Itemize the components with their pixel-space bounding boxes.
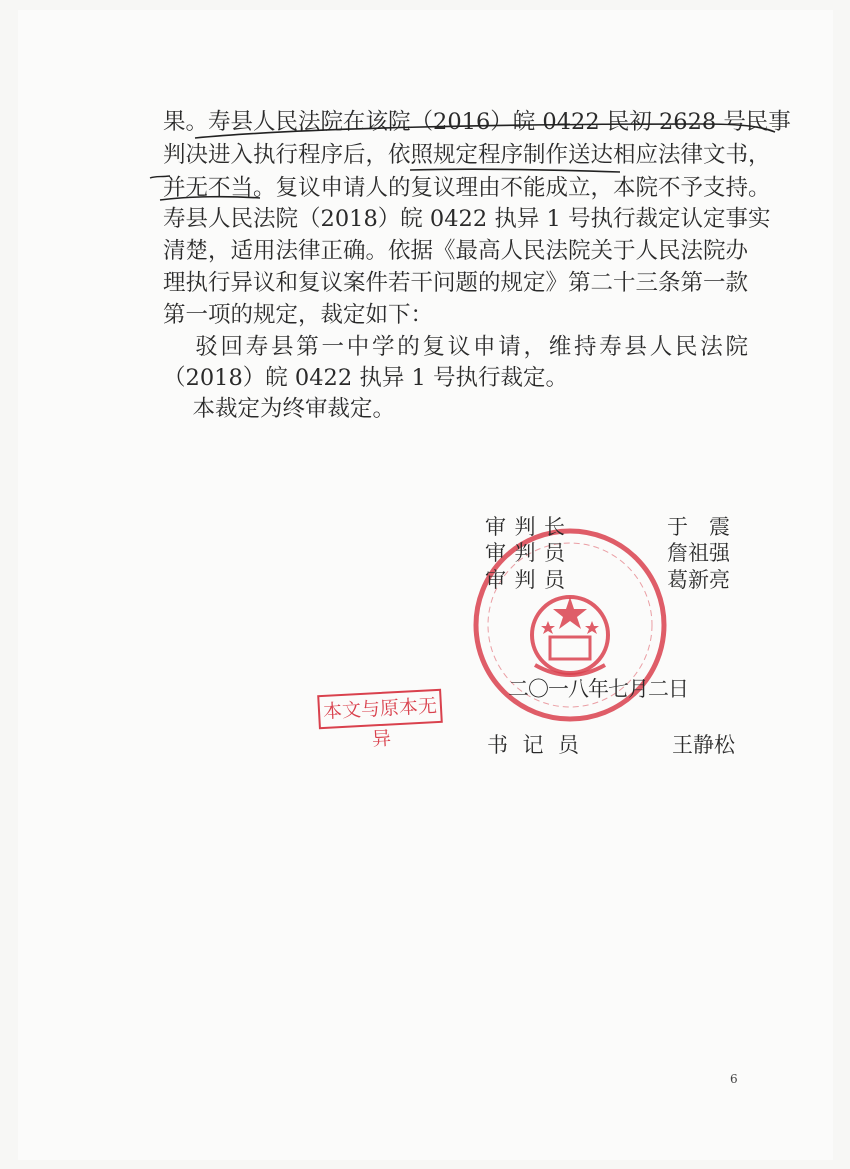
body-line: 判决进入执行程序后，依照规定程序制作送达相应法律文书，	[163, 142, 771, 168]
body-line: （2018）皖 0422 执异 1 号执行裁定。	[163, 365, 568, 391]
signature-name: 葛新亮	[667, 568, 730, 592]
page-number: 6	[730, 1072, 738, 1086]
signature-role: 审判员	[485, 568, 565, 592]
body-line: 驳回寿县第一中学的复议申请，维持寿县人民法院	[170, 334, 748, 360]
signature-name: 于 震	[667, 515, 730, 539]
signature-name: 詹祖强	[667, 541, 730, 565]
body-line: 第一项的规定，裁定如下：	[163, 302, 434, 328]
clerk-name: 王静松	[672, 733, 735, 757]
signature-role: 审判长	[485, 515, 565, 539]
body-line: 理执行异议和复议案件若干问题的规定》第二十三条第一款	[163, 270, 749, 296]
seal-star-icon	[541, 621, 555, 634]
body-line: 寿县人民法院（2018）皖 0422 执异 1 号执行裁定认定事实	[163, 206, 771, 232]
body-line: 并无不当。复议申请人的复议理由不能成立，本院不予支持。	[163, 175, 771, 201]
seal-star-icon	[585, 621, 599, 634]
ruling-date: 二〇一八年七月二日	[508, 677, 688, 701]
body-line: 本裁定为终审裁定。	[170, 396, 396, 422]
signature-role: 审判员	[485, 541, 565, 565]
clerk-role: 书记员	[487, 733, 579, 757]
copy-conformity-stamp: 本文与原本无异	[317, 689, 443, 729]
body-line: 果。寿县人民法院在该院（2016）皖 0422 民初 2628 号民事	[163, 109, 791, 135]
body-line: 清楚，适用法律正确。依据《最高人民法院关于人民法院办	[163, 238, 749, 264]
seal-star-icon	[553, 597, 587, 629]
